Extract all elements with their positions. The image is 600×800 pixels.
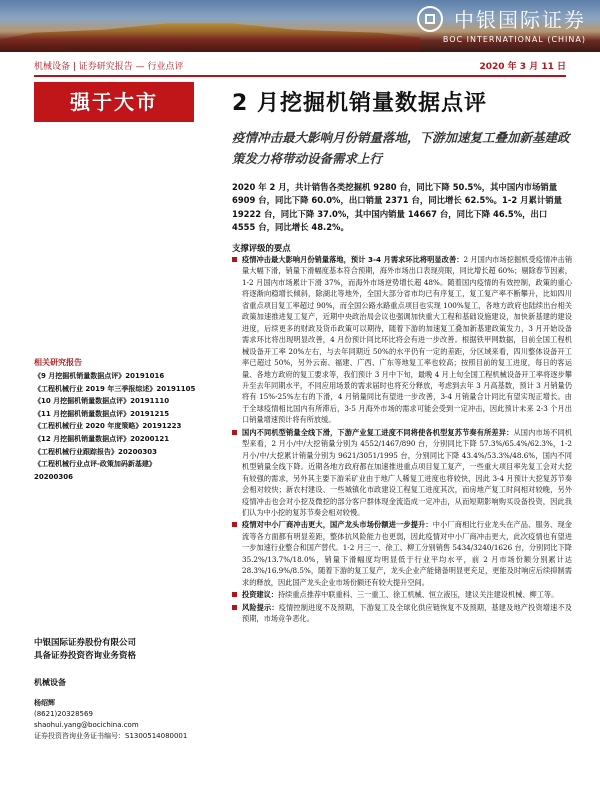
analyst-name: 杨绍辉 bbox=[34, 699, 55, 707]
analyst-section: 机械设备 bbox=[34, 678, 66, 687]
related-report-link[interactable]: 《工程机械行业跟踪报告》20200303 bbox=[34, 447, 157, 456]
bullet-body: 2 月国内市场挖掘机受疫情冲击销量大幅下滑，销量下滑幅度基本符合预期，海外市场出口表现亮眼，同比增长超 60%；剔除春节因素，1-2 月国内市场累计下滑 37%，而海外市场逆势增长超 48%。随着国内疫情的有效控制，政策的重心将逐渐向稳增长倾斜，除湖北等地外，全国大部分省市均已有序复工，复工复产率不断攀升，比如四川省重点项目复工率超过 90%，而全国公路水路重点项目也实现 100%复工，各地方政府也陆续出台相关政策加速推进复工复产，近期中央政治局会议也强调加快重大工程和基础设施建设，加快新基建的建设进度，后续更多的财政及货币政策可以期待，随着下游的加速复工叠加新基建政策发力，3 月开始设备需求环比将出现明显改善，4 月份预计同比环比将会有进一步改善。根据铁甲网数据，目前全国工程机械设备开工率 20%左右，与去年同期近 50%的水平仍有一定的差距，分区域来看，四川整体设备开工率已超过 50%，另外云南、福建、广西、广东等地复工率也较高；按照目前的复工进度，每日的客运量、各地方政府的复工要求等，我们预计 3 月中下旬，最晚 4 月上旬全国工程机械设备开工率将逐步攀升至去年同期水平，不同应用场景的需求届时也将充分释放，考虑到去年 3 月高基数，预计 3 月销量仍将有 15%-25%左右的下滑，4 月销量同比有望进一步改善，3-4 月销量合计同比有望实现正增长。由于全球疫情相比国内有所滞后，3-5 月海外市场的需求可能会受到一定冲击，因此预计未来 2-3 个月出口销量增速预计将有所放缓。 bbox=[242, 255, 573, 425]
analyst-phone: (8621)20328569 bbox=[34, 710, 93, 718]
report-subtitle: 疫情冲击最大影响月份销量落地，下游加速复工叠加新基建政策发力将带动设备需求上行 bbox=[232, 130, 570, 166]
bullet-body: 疫情控制进度不及预期，下游复工及全球化供应链恢复不及预期，基建及地产投资增速不及预期，市场竞争恶化。 bbox=[242, 602, 572, 624]
related-title: 相关研究报告 bbox=[34, 358, 82, 367]
bullet-item bbox=[232, 589, 572, 600]
analyst-license: 证券投资咨询业务证书编号：S1300514080001 bbox=[34, 732, 188, 740]
boc-logo-icon bbox=[417, 6, 443, 32]
bullet-square-icon bbox=[232, 522, 237, 527]
header-divider bbox=[34, 75, 566, 77]
bullet-square-icon bbox=[232, 592, 237, 597]
report-title: 2 月挖掘机销量数据点评 bbox=[232, 91, 487, 116]
bullet-list bbox=[232, 254, 572, 626]
related-report-link[interactable]: 《工程机械行业 2019 年三季报综述》20191105 bbox=[34, 384, 196, 393]
firm-qualification: 具备证券投资咨询业务资格 bbox=[34, 651, 137, 661]
report-category: 机械设备 | 证券研究报告 — 行业点评 bbox=[34, 62, 184, 72]
bullet-square-icon bbox=[232, 257, 237, 262]
points-label: 支撑评级的要点 bbox=[232, 243, 291, 253]
related-report-link[interactable]: 《12 月挖掘机销量数据点评》20200121 bbox=[34, 434, 170, 443]
report-date: 2020 年 3 月 11 日 bbox=[479, 62, 566, 72]
bullet-item bbox=[232, 602, 572, 625]
bullet-item bbox=[232, 254, 572, 426]
related-report-link[interactable]: 《9 月挖掘机销量数据点评》20191016 bbox=[34, 372, 165, 380]
brand-name: 中银国际证券 bbox=[454, 8, 586, 32]
firm-info bbox=[34, 637, 224, 663]
left-column bbox=[34, 82, 194, 122]
related-report-link[interactable]: 《11 月挖掘机销量数据点评》20191215 bbox=[34, 409, 170, 418]
bullet-body: 持续重点推荐中联重科、三一重工、徐工机械、恒立液压，建议关注建设机械、柳工等。 bbox=[277, 590, 559, 600]
bullet-square-icon bbox=[232, 430, 237, 435]
bullet-head: 投资建议： bbox=[242, 590, 278, 600]
bullet-head: 国内不同机型销量全线下滑，下游产业复工进度不同将使各机型复苏节奏有所差异： bbox=[242, 427, 514, 437]
bullet-item bbox=[232, 519, 572, 588]
summary-paragraph: 2020 年 2 月，共计销售各类挖掘机 9280 台，同比下降 50.5%，其中国内市场销量 6909 台，同比下降 60.0%，出口销量 2371 台，同比增长 62.5%。1-2 月累计销量 19222 台，同比下降 37.0%，其中国内销量 14667 台，同比下降 46.5%，出口 4555 台，同比增长 48.2%。 bbox=[232, 182, 562, 233]
report-meta-line bbox=[34, 58, 566, 74]
related-report-date: 20200306 bbox=[34, 472, 73, 481]
bullet-head: 疫情对中小厂商冲击更大，国产龙头市场份额进一步提升： bbox=[242, 520, 433, 530]
related-report-link[interactable]: 《工程机械行业点评-政策加码新基建》 bbox=[34, 460, 156, 469]
bullet-head: 疫情冲击最大影响月份销量落地，预计 3-4 月需求环比将明显改善： bbox=[242, 255, 464, 264]
firm-name: 中银国际证券股份有限公司 bbox=[34, 638, 137, 648]
bullet-body: 中小厂商相比行业龙头在产品、服务、现金流等各方面都有明显差距，整体抗风险能力也更弱，因此疫情对中小厂商冲击更大，此次疫情也有望进一步加速行业整合和国产替代。1-2 月三一、徐工、柳工分别销售 5434/3240/1626 台，分别同比下降 35.2%/13.7%/18.0%，销量下滑幅度均明显低于行业平均水平，前 2 月市场份额分别累计达 28.3%/16.9%/8.5%，随着下游的复工复产，龙头企业产能储备明显更充足，更能及时响应后续抑制需求的释放，因此国产龙头企业市场份额还有较大提升空间。 bbox=[242, 520, 572, 587]
brand bbox=[417, 4, 586, 44]
analyst-email[interactable]: shaohui.yang@bocichina.com bbox=[34, 721, 139, 729]
rating-badge: 强于大市 bbox=[34, 82, 194, 122]
bullet-square-icon bbox=[232, 605, 237, 610]
brand-en: BOC INTERNATIONAL (CHINA) bbox=[442, 35, 586, 44]
bullet-item bbox=[232, 427, 572, 519]
header-banner bbox=[0, 0, 600, 52]
analyst-info bbox=[34, 677, 234, 742]
related-reports bbox=[34, 357, 224, 483]
bullet-body: 从国内市场不同机型来看，2 月小/中/大挖销量分别为 4552/1467/890 台，分别同比下降 57.3%/65.4%/62.3%，1-2 月小/中/大挖累计销量分别为 9621/3051/1995 台，分别同比下降 43.4%/53.3%/48.6%，国内不同机型销量全线下降。近期各地方政府都在加速推进重点项目复工复产，一些重大项目率先复工会对大挖有较强的需求，另外其主要下游采矿业由于地广人稀复工进度也将较快，因此 3-4 月预计大挖复苏节奏会相对较快；新农村建设、一些城镇化市政建设工程复工进度其次，而房地产复工时间相对较晚，另外疫情冲击也会对小挖及微挖的部分客户群体现金流造成一定冲击，从而短期影响购买设备投资，因此我们认为中小挖的复苏节奏会相对较慢。 bbox=[242, 427, 572, 517]
related-report-link[interactable]: 《10 月挖掘机销量数据点评》20191110 bbox=[34, 397, 170, 406]
related-report-link[interactable]: 《工程机械行业 2020 年度策略》20191223 bbox=[34, 422, 182, 431]
palace-roof-graphic bbox=[0, 20, 420, 52]
bullet-head: 风险提示： bbox=[242, 602, 279, 612]
